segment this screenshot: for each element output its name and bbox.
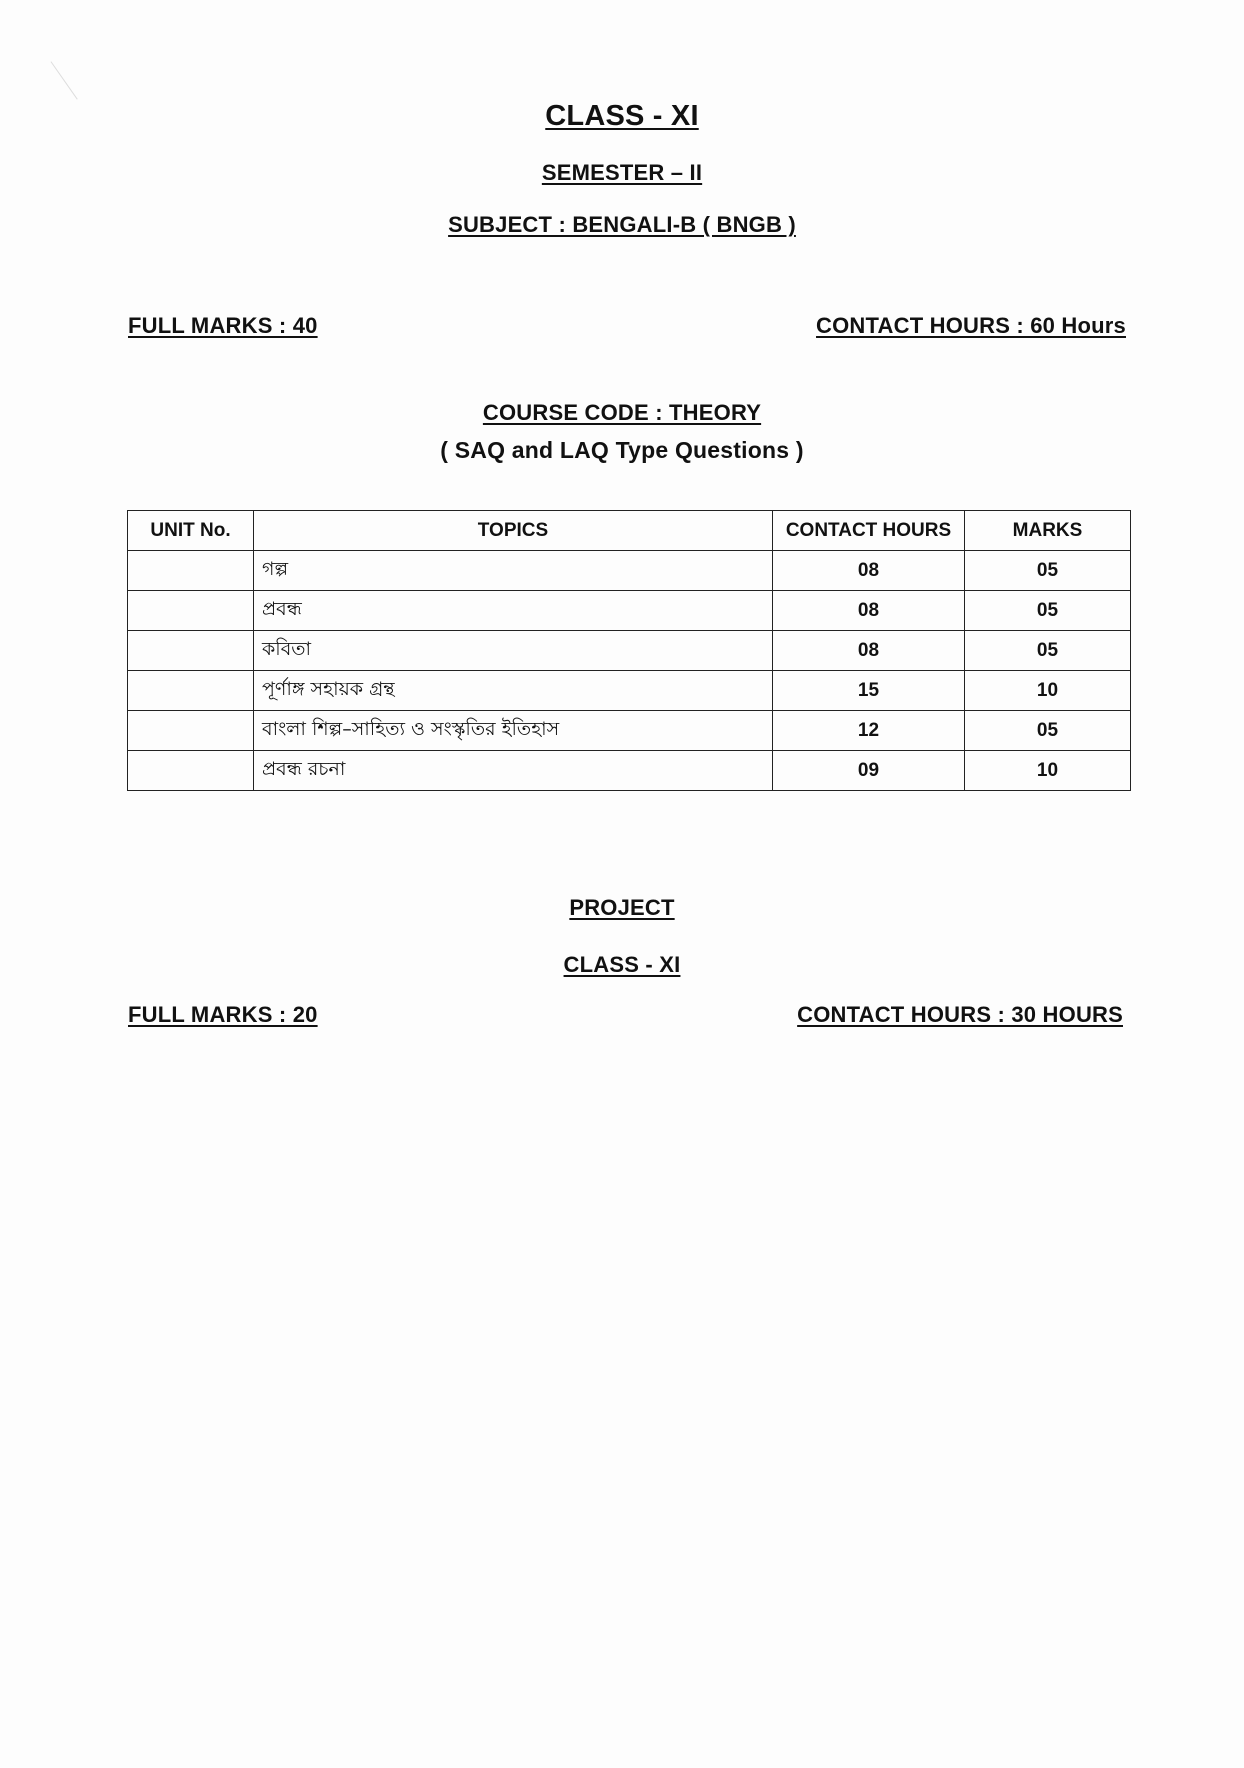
unit-cell bbox=[128, 591, 254, 631]
topic-cell: প্রবন্ধ রচনা bbox=[254, 751, 773, 791]
theory-full-marks bbox=[128, 313, 318, 339]
topic-cell: কবিতা bbox=[254, 631, 773, 671]
table-row bbox=[128, 671, 1131, 711]
hours-cell: 09 bbox=[773, 751, 965, 791]
marks-cell: 05 bbox=[965, 631, 1131, 671]
question-type-note: ( SAQ and LAQ Type Questions ) bbox=[440, 437, 804, 463]
hours-cell: 08 bbox=[773, 551, 965, 591]
hours-cell: 08 bbox=[773, 631, 965, 671]
marks-cell: 10 bbox=[965, 671, 1131, 711]
subject-heading bbox=[0, 212, 1244, 238]
header-marks: MARKS bbox=[965, 511, 1131, 551]
class-title-text: CLASS - XI bbox=[545, 100, 699, 132]
project-full-marks-text: FULL MARKS : 20 bbox=[128, 1002, 318, 1027]
table-row bbox=[128, 591, 1131, 631]
table-row bbox=[128, 711, 1131, 751]
project-contact-hours-text: CONTACT HOURS : 30 HOURS bbox=[797, 1002, 1123, 1027]
theory-contact-hours-text: CONTACT HOURS : 60 Hours bbox=[816, 313, 1126, 338]
unit-cell bbox=[128, 711, 254, 751]
scan-artifact bbox=[51, 38, 111, 99]
course-code-text: COURSE CODE : THEORY bbox=[482, 400, 762, 425]
semester-text: SEMESTER – II bbox=[541, 160, 703, 185]
unit-cell bbox=[128, 631, 254, 671]
project-contact-hours bbox=[797, 1002, 1123, 1028]
class-title bbox=[0, 100, 1244, 133]
project-full-marks bbox=[128, 1002, 318, 1028]
course-code-heading bbox=[0, 400, 1244, 426]
table-row bbox=[128, 551, 1131, 591]
header-unit: UNIT No. bbox=[128, 511, 254, 551]
theory-contact-hours bbox=[816, 313, 1126, 339]
table-row bbox=[128, 751, 1131, 791]
marks-cell: 05 bbox=[965, 711, 1131, 751]
marks-cell: 05 bbox=[965, 591, 1131, 631]
subject-text: SUBJECT : BENGALI-B ( BNGB ) bbox=[448, 212, 796, 237]
hours-cell: 15 bbox=[773, 671, 965, 711]
topic-cell: বাংলা শিল্প–সাহিত্য ও সংস্কৃতির ইতিহাস bbox=[254, 711, 773, 751]
header-contact-hours: CONTACT HOURS bbox=[773, 511, 965, 551]
hours-cell: 12 bbox=[773, 711, 965, 751]
topic-cell: পূর্ণাঙ্গ সহায়ক গ্রন্থ bbox=[254, 671, 773, 711]
marks-cell: 10 bbox=[965, 751, 1131, 791]
project-heading-text: PROJECT bbox=[569, 895, 675, 920]
table-row bbox=[128, 631, 1131, 671]
project-class-text: CLASS - XI bbox=[563, 952, 681, 977]
table-header-row bbox=[128, 511, 1131, 551]
unit-cell bbox=[128, 671, 254, 711]
unit-cell bbox=[128, 751, 254, 791]
hours-cell: 08 bbox=[773, 591, 965, 631]
topic-cell: গল্প bbox=[254, 551, 773, 591]
topic-cell: প্রবন্ধ bbox=[254, 591, 773, 631]
theory-full-marks-text: FULL MARKS : 40 bbox=[128, 313, 318, 338]
header-topics: TOPICS bbox=[254, 511, 773, 551]
project-class-heading bbox=[0, 952, 1244, 978]
semester-heading bbox=[0, 160, 1244, 186]
unit-cell bbox=[128, 551, 254, 591]
syllabus-table bbox=[127, 510, 1131, 791]
marks-cell: 05 bbox=[965, 551, 1131, 591]
project-heading bbox=[0, 895, 1244, 921]
